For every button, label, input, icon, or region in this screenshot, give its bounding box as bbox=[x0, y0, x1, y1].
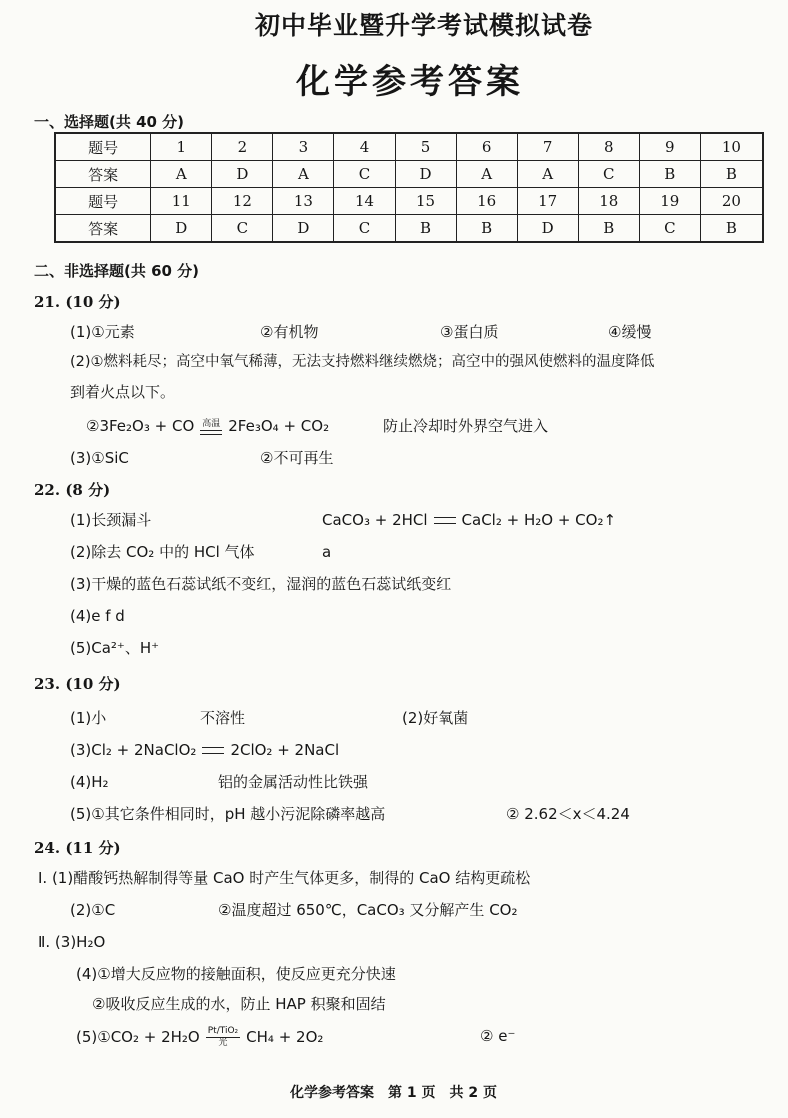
condition-text: 高温 bbox=[202, 418, 221, 429]
q23-answer-5a: (5)①其它条件相同时，pH 越小污泥除磷率越高 bbox=[70, 805, 386, 823]
table-cell: C bbox=[639, 215, 700, 243]
q24-part1-answer-1: Ⅰ. (1)醋酸钙热解制得等量 CaO 时产生气体更多，制得的 CaO 结构更疏松 bbox=[38, 869, 531, 887]
q21-answer-3a: (3)①SiC bbox=[70, 449, 129, 467]
table-cell: B bbox=[700, 215, 763, 243]
table-cell: 19 bbox=[639, 188, 700, 215]
table-cell: D bbox=[517, 215, 578, 243]
q24-part2-answer-5b: ② e⁻ bbox=[480, 1027, 516, 1045]
table-cell: 5 bbox=[395, 133, 456, 161]
equals-sign bbox=[434, 517, 456, 524]
q24-part2-answer-4a: (4)①增大反应物的接触面积，使反应更充分快速 bbox=[76, 965, 396, 983]
equation-right: 2Fe₃O₄ + CO₂ bbox=[228, 417, 330, 435]
q21-answer-2-note: 防止冷却时外界空气进入 bbox=[383, 417, 549, 435]
q24-equation bbox=[76, 1026, 323, 1049]
table-cell: 14 bbox=[334, 188, 395, 215]
page-footer: 化学参考答案 第 1 页 共 2 页 bbox=[290, 1085, 497, 1101]
table-cell: 13 bbox=[273, 188, 334, 215]
equation-left: (3)Cl₂ + 2NaClO₂ bbox=[70, 741, 197, 759]
q24-part1-answer-2a: (2)①C bbox=[70, 901, 116, 919]
q22-answer-4: (4)e f d bbox=[70, 607, 125, 625]
equation-right: CH₄ + 2O₂ bbox=[246, 1028, 324, 1046]
q24-heading: 24. (11 分) bbox=[34, 839, 121, 857]
equation-right: 2ClO₂ + 2NaCl bbox=[230, 741, 340, 759]
condition-top: Pt/TiO₂ bbox=[207, 1026, 239, 1036]
q22-answer-5: (5)Ca²⁺、H⁺ bbox=[70, 639, 160, 657]
table-cell: 12 bbox=[212, 188, 273, 215]
q22-answer-2a: (2)除去 CO₂ 中的 HCl 气体 bbox=[70, 543, 255, 561]
q21-answer-1c: ③蛋白质 bbox=[440, 323, 499, 341]
table-row bbox=[55, 188, 763, 215]
q21-answer-1d: ④缓慢 bbox=[608, 323, 652, 341]
q22-answer-1a: (1)长颈漏斗 bbox=[70, 511, 152, 529]
equation-right: CaCl₂ + H₂O + CO₂↑ bbox=[461, 511, 617, 529]
table-cell: 11 bbox=[151, 188, 212, 215]
row-label: 答案 bbox=[55, 215, 151, 243]
q22-equation bbox=[322, 510, 616, 530]
table-cell: D bbox=[212, 161, 273, 188]
table-row bbox=[55, 215, 763, 243]
table-cell: D bbox=[151, 215, 212, 243]
q22-answer-2b: a bbox=[322, 543, 332, 561]
table-cell: 9 bbox=[639, 133, 700, 161]
table-cell: C bbox=[334, 161, 395, 188]
equals-sign bbox=[202, 747, 224, 754]
q23-answer-1b: 不溶性 bbox=[200, 709, 246, 727]
table-cell: D bbox=[273, 215, 334, 243]
table-cell: C bbox=[334, 215, 395, 243]
q23-answer-4b: 铝的金属活动性比铁强 bbox=[218, 773, 369, 791]
table-cell: C bbox=[578, 161, 639, 188]
table-cell: A bbox=[517, 161, 578, 188]
table-cell: A bbox=[273, 161, 334, 188]
table-cell: 7 bbox=[517, 133, 578, 161]
equation-left: (5)①CO₂ + 2H₂O bbox=[76, 1028, 200, 1046]
row-label: 答案 bbox=[55, 161, 151, 188]
table-cell: 3 bbox=[273, 133, 334, 161]
table-row bbox=[55, 133, 763, 161]
exam-title: 初中毕业暨升学考试模拟试卷 bbox=[255, 11, 594, 40]
table-cell: D bbox=[395, 161, 456, 188]
q21-equation bbox=[86, 416, 329, 436]
answer-table bbox=[54, 132, 764, 243]
table-cell: 8 bbox=[578, 133, 639, 161]
table-cell: B bbox=[700, 161, 763, 188]
table-cell: 10 bbox=[700, 133, 763, 161]
q22-answer-3: (3)干燥的蓝色石蕊试纸不变红，湿润的蓝色石蕊试纸变红 bbox=[70, 575, 452, 593]
q21-answer-1a: (1)①元素 bbox=[70, 323, 135, 341]
q23-equation bbox=[70, 740, 339, 760]
table-cell: B bbox=[639, 161, 700, 188]
q21-answer-1b: ②有机物 bbox=[260, 323, 319, 341]
q23-answer-5b: ② 2.62＜x＜4.24 bbox=[506, 805, 630, 823]
q23-heading: 23. (10 分) bbox=[34, 675, 121, 693]
q24-part1-answer-2b: ②温度超过 650℃，CaCO₃ 又分解产生 CO₂ bbox=[218, 901, 518, 919]
table-cell: B bbox=[456, 215, 517, 243]
q23-answer-1a: (1)小 bbox=[70, 709, 107, 727]
q22-heading: 22. (8 分) bbox=[34, 481, 111, 499]
q24-part2-answer-4b: ②吸收反应生成的水，防止 HAP 积聚和固结 bbox=[92, 995, 386, 1013]
q21-answer-3b: ②不可再生 bbox=[260, 449, 334, 467]
equation-left: CaCO₃ + 2HCl bbox=[322, 511, 428, 529]
q24-part2-answer-3: Ⅱ. (3)H₂O bbox=[38, 933, 106, 951]
q21-answer-2-line1: (2)①燃料耗尽；高空中氧气稀薄，无法支持燃料继续燃烧；高空中的强风使燃料的温度降低 bbox=[70, 354, 655, 370]
table-cell: 20 bbox=[700, 188, 763, 215]
section2-heading: 二、非选择题(共 60 分) bbox=[34, 262, 200, 280]
row-label: 题号 bbox=[55, 133, 151, 161]
condition-bottom: 光 bbox=[218, 1038, 228, 1048]
table-cell: A bbox=[456, 161, 517, 188]
answer-title: 化学参考答案 bbox=[296, 62, 524, 102]
table-cell: 15 bbox=[395, 188, 456, 215]
row-label: 题号 bbox=[55, 188, 151, 215]
table-cell: 17 bbox=[517, 188, 578, 215]
table-cell: B bbox=[578, 215, 639, 243]
section1-heading: 一、选择题(共 40 分) bbox=[34, 113, 185, 131]
table-cell: A bbox=[151, 161, 212, 188]
condition-high-temp bbox=[200, 419, 222, 435]
table-row bbox=[55, 161, 763, 188]
table-cell: 1 bbox=[151, 133, 212, 161]
condition-catalyst bbox=[206, 1026, 240, 1049]
q21-answer-2-line2: 到着火点以下。 bbox=[70, 383, 176, 401]
equation-left: ②3Fe₂O₃ + CO bbox=[86, 417, 195, 435]
q23-answer-4a: (4)H₂ bbox=[70, 773, 109, 791]
table-cell: 16 bbox=[456, 188, 517, 215]
table-cell: 6 bbox=[456, 133, 517, 161]
q23-answer-2: (2)好氧菌 bbox=[402, 709, 469, 727]
table-cell: 18 bbox=[578, 188, 639, 215]
table-cell: B bbox=[395, 215, 456, 243]
table-cell: 2 bbox=[212, 133, 273, 161]
q21-heading: 21. (10 分) bbox=[34, 293, 121, 311]
table-cell: 4 bbox=[334, 133, 395, 161]
table-cell: C bbox=[212, 215, 273, 243]
